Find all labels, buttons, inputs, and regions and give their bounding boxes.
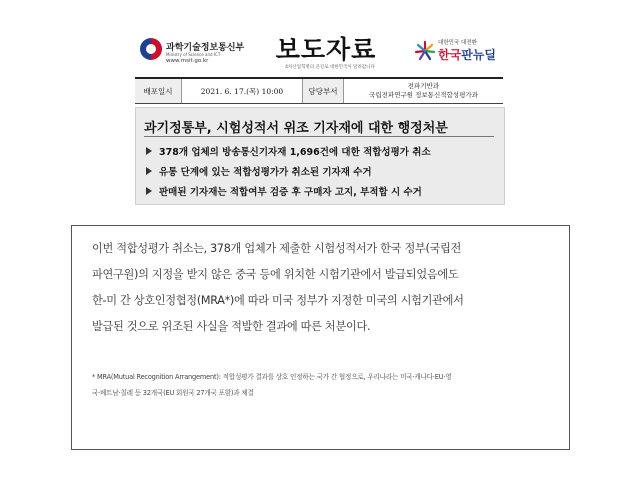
new-deal-title (438, 46, 496, 63)
new-deal-title-blue: 판뉴딜 (461, 48, 496, 62)
slogan: 4차산업혁명의 큰길로 대한민국이 달려갑니다 (285, 65, 375, 70)
body-line: 발급된 것으로 위조된 사실을 적발한 결과에 따른 처분이다. (92, 320, 371, 333)
ministry-url: www.msit.go.kr (166, 58, 209, 64)
headline-title: 과기정통부, 시험성적서 위조 기자재에 대한 행정처분 (144, 121, 448, 136)
body-paragraph (92, 236, 554, 340)
bullet-text: 유통 단계에 있는 적합성평가가 취소된 기자재 수거 (159, 167, 372, 178)
triangle-bullet-icon (146, 167, 152, 175)
release-date-value: 2021. 6. 17.(목) 10:00 (182, 79, 303, 103)
release-info-table (135, 77, 503, 104)
release-date-label: 배포일시 (135, 79, 182, 103)
new-deal-tagline: 대한민국 대전환 (438, 40, 477, 46)
department-line-1: 전파기반과 (407, 82, 440, 90)
bullet-item (144, 141, 431, 161)
bullet-item (144, 161, 431, 181)
body-line: 파연구원)의 지정을 받지 않은 중국 등에 위치한 시험기관에서 발급되었음에도 (92, 268, 459, 281)
press-header (0, 0, 640, 78)
bullet-text: 판매된 기자재는 적합여부 검증 후 구매자 고지, 부적합 시 수거 (159, 187, 422, 198)
body-excerpt-frame (71, 225, 570, 450)
headline-divider (144, 136, 494, 137)
triangle-bullet-icon (146, 187, 152, 195)
headline-bullets (144, 141, 431, 201)
department-line-2: 국립전파연구원 정보통신적합성평가과 (369, 91, 478, 99)
department-label: 담당부서 (303, 79, 344, 103)
ministry-name-en: Ministry of Science and ICT (166, 52, 221, 57)
footnote-line: 국‧베트남‧칠레 등 32개국(EU 회원국 27개국 포함)과 체결 (92, 389, 254, 397)
body-line: 이번 적합성평가 취소는, 378개 업체가 제출한 시험성적서가 한국 정부(국립전 (92, 242, 462, 255)
bullet-item (144, 181, 431, 201)
body-line: 한-미 간 상호인정협정(MRA*)에 따라 미국 정부가 지정한 미국의 시험기관에서 (92, 294, 464, 307)
new-deal-logo-icon (414, 40, 436, 62)
government-emblem-icon (140, 38, 162, 60)
triangle-bullet-icon (146, 147, 152, 155)
press-release-title: 보도자료 (275, 35, 377, 64)
footnote (92, 369, 554, 401)
department-value (344, 79, 503, 103)
bullet-text: 378개 업체의 방송통신기자재 1,696건에 대한 적합성평가 취소 (159, 147, 431, 158)
headline-box (135, 107, 505, 205)
footnote-line: * MRA(Mutual Recognition Arrangement): 적합성평가 결과를 상호 인정하는 국가 간 협정으로, 우리나라는 미국‧캐나다‧EU‧영 (92, 373, 452, 381)
new-deal-title-red: 한국 (438, 48, 462, 62)
ministry-name: 과학기술정보통신부 (166, 43, 245, 53)
